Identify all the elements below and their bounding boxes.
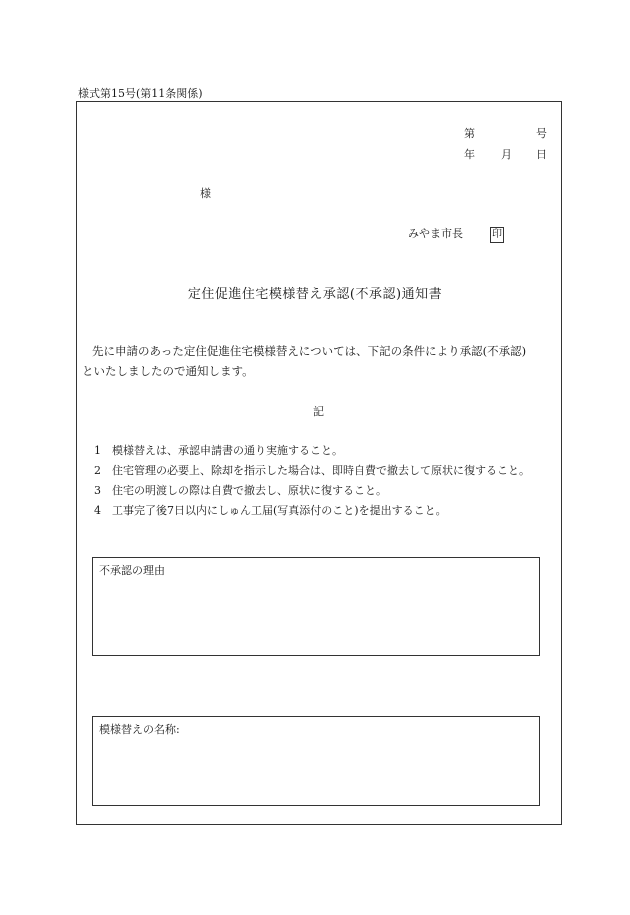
rejection-reason-box[interactable] — [92, 557, 540, 656]
condition-text: 住宅管理の必要上、除却を指示した場合は、即時自費で撤去して原状に復すること。 — [112, 464, 530, 477]
issuer-name: みやま市長 — [408, 227, 463, 240]
condition-item — [94, 462, 530, 478]
renovation-name-box[interactable] — [92, 716, 540, 806]
seal-mark — [490, 222, 504, 243]
number-prefix: 第 — [464, 127, 475, 140]
document-title: 定住促進住宅模様替え承認(不承認)通知書 — [187, 287, 443, 302]
ki-heading: 記 — [313, 405, 324, 418]
condition-number: 4 — [94, 504, 101, 517]
seal-mark-text: 印 — [490, 227, 504, 243]
condition-item — [94, 502, 447, 518]
date-year: 年 — [464, 148, 475, 161]
condition-number: 2 — [94, 464, 101, 477]
form-number-label: 様式第15号(第11条関係) — [78, 87, 203, 100]
renovation-name-label: 模様替えの名称: — [99, 723, 180, 736]
condition-item — [94, 442, 343, 458]
condition-item — [94, 482, 387, 498]
date-day: 日 — [536, 148, 547, 161]
condition-number: 3 — [94, 484, 101, 497]
number-suffix: 号 — [536, 127, 547, 140]
condition-number: 1 — [94, 444, 101, 457]
body-line-1: 先に申請のあった定住促進住宅模様替えについては、下記の条件により承認(不承認) — [92, 344, 527, 358]
condition-text: 工事完了後7日以内にしゅん工届(写真添付のこと)を提出すること。 — [112, 504, 447, 517]
condition-text: 模様替えは、承認申請書の通り実施すること。 — [112, 444, 343, 457]
recipient-suffix: 様 — [200, 187, 211, 200]
body-line-2: といたしましたので通知します。 — [82, 364, 254, 378]
rejection-reason-label: 不承認の理由 — [99, 564, 165, 577]
condition-text: 住宅の明渡しの際は自費で撤去し、原状に復すること。 — [112, 484, 387, 497]
date-month: 月 — [501, 148, 512, 161]
